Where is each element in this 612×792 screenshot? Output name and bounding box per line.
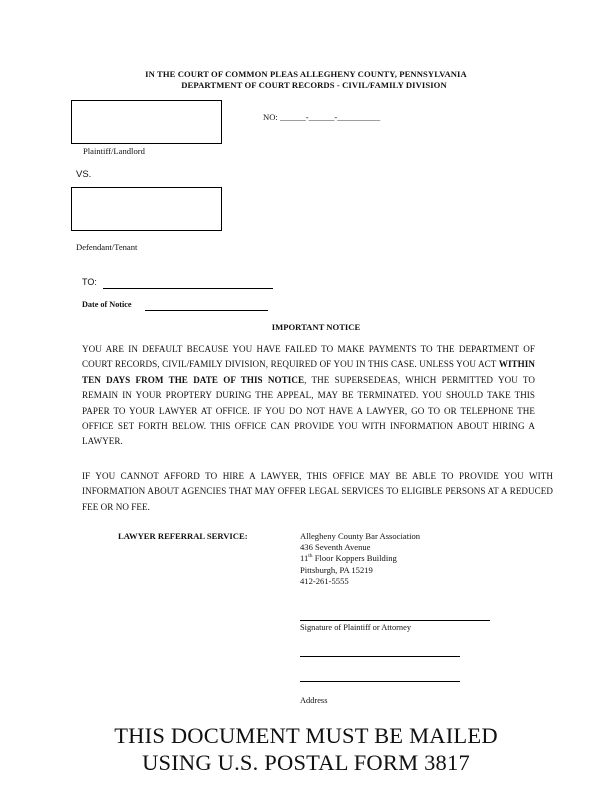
defendant-box[interactable] (71, 187, 222, 231)
notice-paragraph-2: IF YOU CANNOT AFFORD TO HIRE A LAWYER, THIS OFFICE MAY BE ABLE TO PROVIDE YOU WITH INFORMATION ABOUT AGENCIES THAT MAY OFFER LEGAL SERVICES TO ELIGIBLE PERSONS AT A REDUCED FEE OR NO FEE. (82, 471, 553, 512)
referral-org: Allegheny County Bar Association (300, 531, 421, 541)
date-of-notice-label: Date of Notice (82, 300, 132, 309)
case-number (263, 112, 380, 122)
date-of-notice-field[interactable] (145, 310, 268, 311)
to-label: TO: (82, 277, 97, 287)
notice-paragraph-1-a: YOU ARE IN DEFAULT BECAUSE YOU HAVE FAILED TO MAKE PAYMENTS TO THE DEPARTMENT OF COURT RECORDS, CIVIL/FAMILY DIVISION, REQUIRED OF YOU IN THIS CASE. UNLESS YOU ACT (82, 344, 535, 370)
vs-label: VS. (76, 169, 92, 180)
address-label: Address (300, 696, 328, 705)
court-header-line2: DEPARTMENT OF COURT RECORDS - CIVIL/FAMILY DIVISION (181, 80, 447, 90)
case-number-label: NO: (263, 112, 278, 122)
address-line-2[interactable] (300, 681, 460, 682)
signature-label: Signature of Plaintiff or Attorney (300, 623, 412, 632)
referral-floor: 11th Floor Koppers Building (300, 553, 397, 564)
mailing-footer (0, 722, 612, 776)
notice-title: IMPORTANT NOTICE (271, 322, 361, 332)
case-number-field[interactable]: ______-______-__________ (279, 112, 381, 122)
signature-line[interactable] (300, 620, 490, 621)
notice-paragraph-1 (82, 342, 535, 450)
mailing-footer-line1: THIS DOCUMENT MUST BE MAILED (114, 723, 498, 748)
to-field[interactable] (103, 288, 273, 289)
plaintiff-label: Plaintiff/Landlord (83, 146, 145, 156)
court-header-line1: IN THE COURT OF COMMON PLEAS ALLEGHENY COUNTY, PENNSYLVANIA (145, 69, 467, 79)
referral-street: 436 Seventh Avenue (300, 542, 371, 553)
mailing-footer-line2: USING U.S. POSTAL FORM 3817 (142, 750, 470, 775)
referral-address (300, 531, 420, 587)
referral-label: LAWYER REFERRAL SERVICE: (118, 531, 248, 541)
referral-phone: 412-261-5555 (300, 575, 349, 586)
notice-paragraph-1-b: , THE SUPERSEDEAS, WHICH PERMITTED YOU TO REMAIN IN YOUR PROPTERY DURING THE APPEAL, MAY BE TERMINATED. YOU SHOULD TAKE THIS PAPER TO YOUR LAWYER AT OFFICE. IF YOU DO NOT HAVE A LAWYER, GO TO OR TELEPHONE THE OFFICE SET FORTH BELOW. THIS OFFICE CAN PROVIDE YOU WITH INFORMATION ABOUT HIRING A LAWYER. (82, 374, 535, 447)
notice-paragraph-1-bold: WITHIN TEN DAYS FROM THE DATE OF THIS NOTICE (82, 359, 535, 385)
plaintiff-box[interactable] (71, 100, 222, 144)
address-line-1[interactable] (300, 656, 460, 657)
referral-city: Pittsburgh, PA 15219 (300, 564, 373, 575)
defendant-label: Defendant/Tenant (76, 242, 138, 252)
court-header (0, 69, 612, 91)
